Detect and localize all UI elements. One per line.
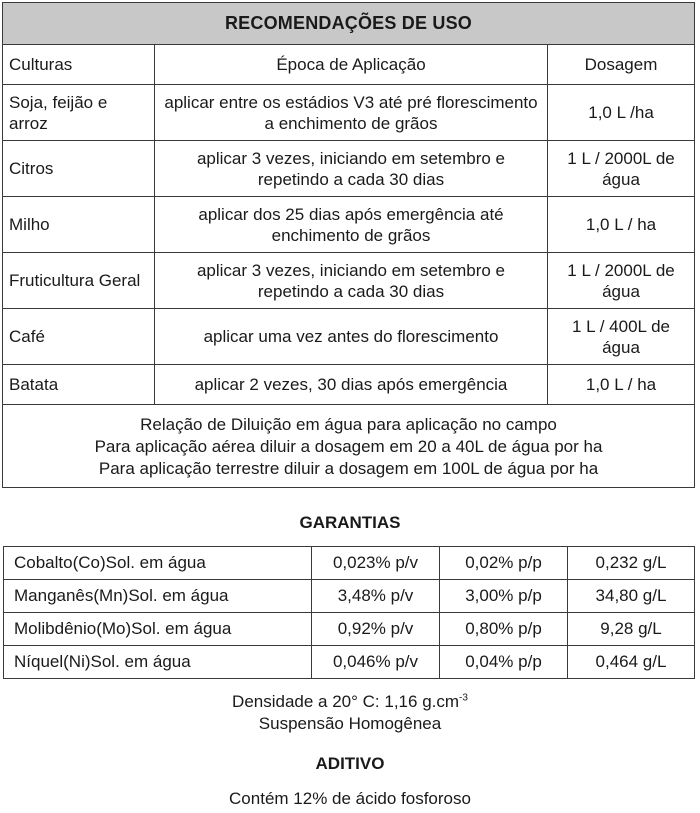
nutrient-cell: Molibdênio(Mo)Sol. em água: [4, 613, 312, 646]
gl-cell: 0,464 g/L: [568, 646, 695, 679]
application-cell: aplicar 3 vezes, iniciando em setembro e repetindo a cada 30 dias: [155, 253, 548, 309]
dilution-note: Para aplicação terrestre diluir a dosagem em 100L de água por ha: [98, 459, 599, 478]
culture-cell: Café: [3, 309, 155, 365]
application-cell: aplicar dos 25 dias após emergência até enchimento de grãos: [155, 197, 548, 253]
table-row: [4, 613, 695, 646]
nutrient-cell: Níquel(Ni)Sol. em água: [4, 646, 312, 679]
application-cell: aplicar entre os estádios V3 até pré florescimento a enchimento de grãos: [155, 85, 548, 141]
density-exponent: -3: [459, 692, 468, 704]
suspension-text: Suspensão Homogênea: [258, 714, 442, 733]
gl-cell: 9,28 g/L: [568, 613, 695, 646]
density-line: [0, 692, 700, 712]
table-row: [3, 85, 695, 141]
additive-text: Contém 12% de ácido fosforoso: [229, 789, 471, 808]
table-row: [4, 547, 695, 580]
table-row: [3, 309, 695, 365]
dosage-cell: 1 L / 2000L de água: [548, 141, 695, 197]
culture-cell: Soja, feijão e arroz: [3, 85, 155, 141]
table-row: [4, 580, 695, 613]
dilution-notes: [3, 405, 695, 488]
gl-cell: 0,232 g/L: [568, 547, 695, 580]
recommendations-title: RECOMENDAÇÕES DE USO: [3, 3, 695, 45]
density-text: Densidade a 20° C: 1,16 g.cm: [232, 692, 460, 711]
pp-cell: 0,80% p/p: [440, 613, 568, 646]
pv-cell: 0,046% p/v: [312, 646, 440, 679]
culture-cell: Milho: [3, 197, 155, 253]
header-dosagem: Dosagem: [548, 45, 695, 85]
table-row: [3, 141, 695, 197]
pv-cell: 0,023% p/v: [312, 547, 440, 580]
dilution-note: Relação de Diluição em água para aplicação no campo: [140, 415, 557, 434]
guarantees-table: [3, 546, 695, 679]
dosage-cell: 1,0 L /ha: [548, 85, 695, 141]
pv-cell: 0,92% p/v: [312, 613, 440, 646]
application-cell: aplicar 3 vezes, iniciando em setembro e repetindo a cada 30 dias: [155, 141, 548, 197]
header-epoca: Época de Aplicação: [155, 45, 548, 85]
table-row: [3, 253, 695, 309]
dilution-note: Para aplicação aérea diluir a dosagem em 20 a 40L de água por ha: [94, 437, 603, 456]
table-header-row: [3, 45, 695, 85]
dosage-cell: 1,0 L / ha: [548, 197, 695, 253]
table-row: [4, 646, 695, 679]
culture-cell: Fruticultura Geral: [3, 253, 155, 309]
guarantees-title: GARANTIAS: [299, 513, 401, 532]
recommendations-table: [2, 2, 695, 488]
gl-cell: 34,80 g/L: [568, 580, 695, 613]
nutrient-cell: Manganês(Mn)Sol. em água: [4, 580, 312, 613]
dosage-cell: 1,0 L / ha: [548, 365, 695, 405]
application-cell: aplicar uma vez antes do florescimento: [155, 309, 548, 365]
table-row: [3, 197, 695, 253]
pp-cell: 0,02% p/p: [440, 547, 568, 580]
additive-title: ADITIVO: [315, 754, 385, 773]
pp-cell: 3,00% p/p: [440, 580, 568, 613]
pp-cell: 0,04% p/p: [440, 646, 568, 679]
pv-cell: 3,48% p/v: [312, 580, 440, 613]
table-row: [3, 365, 695, 405]
nutrient-cell: Cobalto(Co)Sol. em água: [4, 547, 312, 580]
culture-cell: Batata: [3, 365, 155, 405]
dosage-cell: 1 L / 2000L de água: [548, 253, 695, 309]
culture-cell: Citros: [3, 141, 155, 197]
application-cell: aplicar 2 vezes, 30 dias após emergência: [155, 365, 548, 405]
header-culturas: Culturas: [3, 45, 155, 85]
dosage-cell: 1 L / 400L de água: [548, 309, 695, 365]
